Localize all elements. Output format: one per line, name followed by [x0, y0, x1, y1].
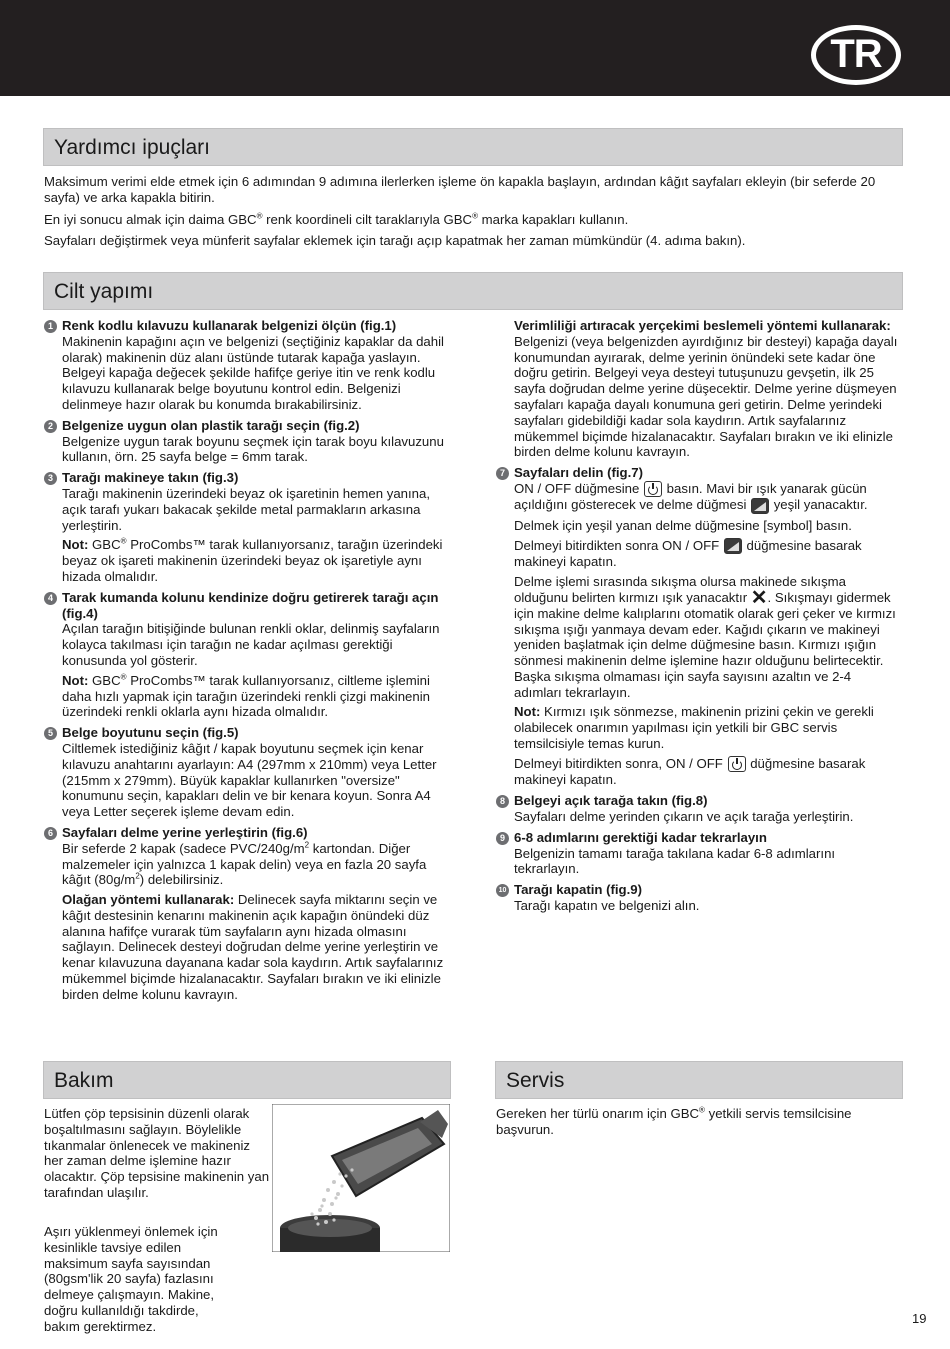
- punch-icon: [751, 498, 769, 514]
- step-body: Belgenizin tamamı tarağa takılana kadar 6-8 adımlarını tekrarlayın.: [514, 845, 836, 877]
- step-body: Delmek için yeşil yanan delme düğmesine [symbol] basın.: [514, 518, 852, 533]
- binding-right-column: [496, 318, 902, 919]
- step-body: Ciltlemek istediğiniz kâğıt / kapak boyutunu seçmek için kenar kılavuzu anahtarını ayarlayın: A4 (297mm x 210mm) veya Letter (215mm x 279mm). Büyük kapaklar kullanırken "oversize" konumunu seçin, kapakları delin ve bir kenara koyun. Sonra A4 veya Letter seçerek işleme devam edin.: [62, 740, 437, 820]
- jam-x-icon: ✕: [750, 587, 768, 610]
- step-body: Tarağı kapatın ve belgenizi alın.: [514, 897, 700, 913]
- step-5: [44, 725, 456, 820]
- step-body: Makinenin kapağını açın ve belgenizi (seçtiğiniz kapaklar da dahil olarak) makinenin düz alanı üstünde tutarak kapağa yaslayın. Belgeyi kapağa değecek şekilde hafifçe geriye itin ve renk kodlu kılavuzu kullanarak belge boyutunu kontrol edin. Belgenizi delinmeye hazır olarak bu konumda bırakabilirsiniz.: [62, 333, 444, 412]
- step-6: [44, 825, 456, 1003]
- tips-heading: Yardımcı ipuçları: [43, 128, 903, 166]
- step-9: [496, 830, 902, 877]
- waste-tray-illustration: [272, 1104, 450, 1252]
- step-number-bullet: 8: [496, 795, 509, 808]
- tips-text: [44, 174, 902, 255]
- step-body: Delmeyi bitirdikten sonra ON / OFF düğmesine basarak makineyi kapatın.: [514, 537, 862, 570]
- step-number-bullet: 7: [496, 467, 509, 480]
- step-number-bullet: 3: [44, 472, 57, 485]
- step-10: [496, 882, 902, 914]
- step-heading: Belgenize uygun olan plastik tarağı seçin (fig.2): [62, 417, 360, 433]
- step-body: Delme işlemi sırasında sıkışma olursa makinede sıkışma olduğunu belirten kırmızı ışık yanacaktır ✕. Sıkışmayı gidermek için makine delme kalıplarını otomatik olarak geri çeker ve kırmızı sıkışma ışığı yanmaya devam eder. Kağıdı çıkarın ve makineyi yeniden başlatmak için delme düğmesine basın. Kırmızı ışığın sönmesi makinenin delme işlemine hazır olduğunu belirtecektir. Başka sıkışma olmaması için sayfa sayısını azaltın ve 2-4 adımları tekrarlayın.: [514, 574, 896, 700]
- language-badge: TR: [811, 25, 901, 85]
- step-body: Tarağı makinenin üzerindeki beyaz ok işaretinin hemen yanına, açık tarafı yukarı bakacak şekilde metal parmakların arkasına yerleştirin.: [62, 485, 430, 533]
- maintenance-heading: Bakım: [43, 1061, 451, 1099]
- step-2: [44, 418, 456, 465]
- step-body: Delmeyi bitirdikten sonra, ON / OFF düğmesine basarak makineyi kapatın.: [514, 755, 866, 788]
- step-heading: Sayfaları delme yerine yerleştirin (fig.6): [62, 824, 308, 840]
- step-note: Not: GBC® ProCombs™ tarak kullanıyorsanız, tarağın üzerindeki beyaz ok işareti makinenin üzerindeki beyaz ok işaretiyle aynı hizada olmalıdır.: [62, 536, 443, 584]
- step-number-bullet: 2: [44, 420, 57, 433]
- service-heading: Servis: [495, 1061, 903, 1099]
- step-body: Sayfaları delme yerinden çıkarın ve açık tarağa yerleştirin.: [514, 808, 854, 824]
- tips-paragraph-2: En iyi sonucu almak için daima GBC® renk koordineli cilt taraklarıyla GBC® marka kapakları kullanın.: [44, 211, 629, 227]
- step-8: [496, 793, 902, 825]
- step-heading: Sayfaları delin (fig.7): [514, 465, 643, 481]
- maintenance-paragraph-2-text: Aşırı yüklenmeyi önlemek için kesinlikle tavsiye edilen maksimum sayfa sayısından (80gsm'lik 20 sayfa) fazlasını delmeye çalışmayın. Makine, doğru kullanıldığı takdirde, bakım gerektirmez.: [44, 1224, 218, 1334]
- service-text: [496, 1106, 900, 1144]
- step-body: Bir seferde 2 kapak (sadece PVC/$240g/m^2$ kartondan. Diğer malzemeler için yalnızca 1 kapak delin) veya en fazla 20 sayfa kâğıt $(80g/m^2)$ delebilirsiniz.: [62, 840, 427, 888]
- step-number-bullet: 5: [44, 727, 57, 740]
- step-number-bullet: 4: [44, 592, 57, 605]
- step-note: Not: Kırmızı ışık sönmezse, makinenin prizini çekin ve gerekli olabilecek onarımın yapılması için yetkili bir GBC servis temsilcisiyle temas kurun.: [514, 704, 874, 752]
- binding-heading: Cilt yapımı: [43, 272, 903, 310]
- step-1: [44, 318, 456, 413]
- page-number: 19: [912, 1311, 927, 1326]
- step-heading: 6-8 adımlarını gerektiği kadar tekrarlayın: [514, 829, 767, 845]
- step-body: Açılan tarağın bitişiğinde bulunan renkli oklar, delinmiş sayfaların kolayca takılması için tarağın ne kadar açılması gerektiği konusunda yol gösterir.: [62, 621, 440, 668]
- step-3: [44, 470, 456, 585]
- tips-paragraph-3: Sayfaları değiştirmek veya münferit sayfalar eklemek için tarağı açıp kapatmak her zaman mümkündür (4. adıma bakın).: [44, 233, 746, 249]
- power-icon: [728, 756, 746, 772]
- power-icon: [644, 481, 662, 497]
- step-heading: Renk kodlu kılavuzu kullanarak belgenizi ölçün (fig.1): [62, 318, 397, 333]
- step-4: [44, 590, 456, 720]
- binding-left-column: [44, 318, 456, 1008]
- gravity-method-text: Verimliliği artıracak yerçekimi beslemeli yöntemi kullanarak: Belgenizi (veya belgenizden ayırdığınız bir desteyi) kapağa dayalı konumundan ayırarak, delme yerinin önündeki sete kadar öne doğru getirin. Belgeyi veya desteyi tutuşunuzu gevşetin, ilk 25 sayfa doğrudan delme yerine düşecektir. Delme yerine düşmeyen sayfaları kapağa dayalı konumuna geri getirin. Delme yerindeki sayfaları gidebildiği kadar sola kaydırın. Artık sayfalarınız mükemmel biçimde hizalanacaktır. Sayfaları bırakın ve iki elinizle birden delme kolunu kavrayın.: [514, 318, 898, 460]
- step-normal-method: Olağan yöntemi kullanarak: Delinecek sayfa miktarını seçin ve kâğıt destesinin kenarını makinenin açık kapağın önündeki düz alanına hafifçe vurarak tüm sayfaların aynı hizada olmasını sağlayın. Delinecek desteyi doğrudan delme yerine yerleştirin ve kenar kılavuzuna dayanana kadar sola kaydırın. Artık sayfalarınız mükemmel biçimde hizalanacaktır. Sayfaları bırakın ve iki elinizle birden delme kolunu kavrayın.: [62, 892, 444, 1002]
- step-heading: Tarağı makineye takın (fig.3): [62, 470, 239, 486]
- step-7: [496, 465, 902, 788]
- maintenance-paragraph-1: Lütfen çöp tepsisinin düzenli olarak boşaltılmasını sağlayın. Böylelikle tıkanmalar önlenecek ve makineniz her zaman delme işlemine hazır olacaktır. Çöp tepsisine makinenin yan tarafından ulaşılır.: [44, 1106, 270, 1200]
- step-body: ON / OFF düğmesine basın. Mavi bir ışık yanarak gücün açıldığını gösterecek ve delme düğmesi yeşil yanacaktır.: [514, 480, 868, 513]
- gravity-method: [496, 318, 902, 460]
- step-heading: Tarak kumanda kolunu kendinize doğru getirerek tarağı açın (fig.4): [62, 589, 439, 621]
- tips-paragraph-1: Maksimum verimi elde etmek için 6 adımından 9 adımına ilerlerken işleme ön kapakla başlayın, ardından kâğıt sayfaları ekleyin (bir seferde 20 sayfa) ve arka kapakla bitirin.: [44, 174, 876, 205]
- step-number-bullet: 1: [44, 320, 57, 333]
- step-note: Not: GBC® ProCombs™ tarak kullanıyorsanız, ciltleme işlemini daha hızlı yapmak için tarağın üzerindeki renkli çizgi makinenin üzerindeki renkli oklarla aynı hizada olmalıdır.: [62, 672, 430, 720]
- step-number-bullet: 10: [496, 884, 509, 897]
- step-heading: Belgeyi açık tarağa takın (fig.8): [514, 793, 708, 809]
- service-paragraph: Gereken her türlü onarım için GBC® yetkili servis temsilcisine başvurun.: [496, 1105, 852, 1137]
- step-number-bullet: 9: [496, 832, 509, 845]
- punch-icon: [724, 538, 742, 554]
- step-body: Belgenize uygun tarak boyunu seçmek için tarak boyu kılavuzunu kullanın, örn. 25 sayfa belge = 6mm tarak.: [62, 433, 444, 465]
- header-bar: [0, 0, 950, 96]
- step-number-bullet: 6: [44, 827, 57, 840]
- step-heading: Tarağı kapatin (fig.9): [514, 882, 642, 898]
- step-heading: Belge boyutunu seçin (fig.5): [62, 725, 239, 741]
